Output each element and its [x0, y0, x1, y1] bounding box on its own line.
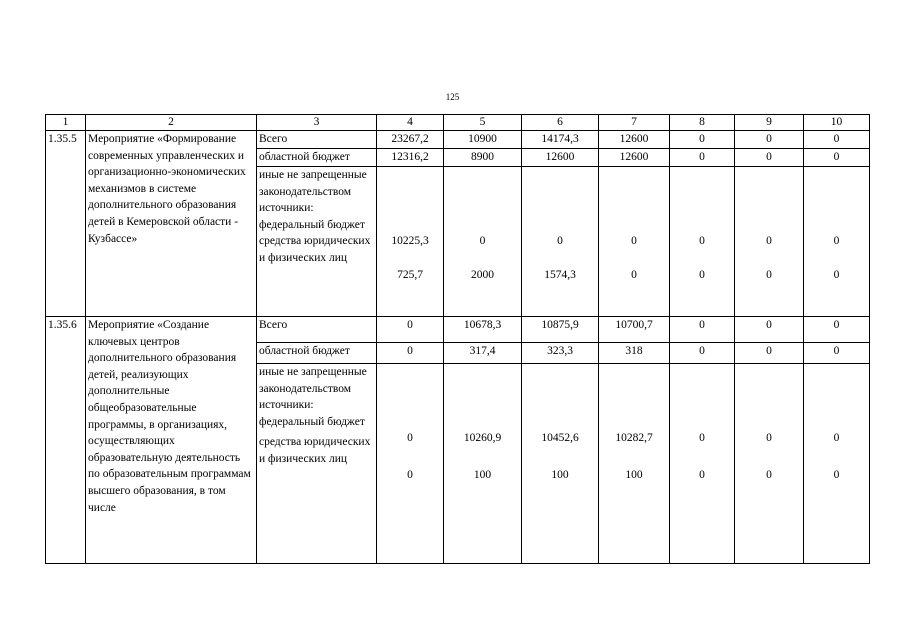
column-header: 3: [257, 115, 377, 131]
column-header: 4: [377, 115, 444, 131]
value-stack: [444, 167, 522, 317]
value-stack: [522, 167, 599, 317]
value-cell: 0: [804, 343, 870, 364]
legal-value: 1574,3: [544, 268, 576, 281]
value-cell: 12600: [599, 149, 670, 167]
value-stack: [670, 167, 735, 317]
other-sources-label: иные не запрещенные законодательством источники:: [259, 169, 367, 215]
value-cell: 323,3: [522, 343, 599, 364]
source-label: областной бюджет: [257, 149, 377, 167]
column-header: 7: [599, 115, 670, 131]
value-cell: 23267,2: [377, 131, 444, 149]
legal-value: 0: [833, 468, 840, 481]
legal-value: 100: [473, 468, 492, 481]
legal-label: средства юридических и физических лиц: [259, 235, 371, 264]
budget-table: [45, 114, 870, 564]
value-cell: 10900: [444, 131, 522, 149]
legal-value: 100: [625, 468, 643, 481]
value-cell: 0: [670, 317, 735, 343]
legal-label: средства юридических и физических лиц: [259, 436, 371, 465]
column-header: 5: [444, 115, 522, 131]
value-cell: 0: [670, 131, 735, 149]
legal-value: 0: [833, 268, 840, 281]
column-header: 1: [46, 115, 86, 131]
legal-value: 100: [551, 468, 569, 481]
row-id: 1.35.5: [46, 131, 86, 317]
value-cell: 317,4: [444, 343, 522, 364]
federal-value: 10452,6: [541, 432, 579, 444]
federal-value: 10260,9: [463, 432, 502, 444]
column-header: 10: [804, 115, 870, 131]
value-stack: [804, 364, 870, 564]
federal-value: 0: [699, 432, 705, 444]
value-stack: [804, 167, 870, 317]
column-header: 9: [735, 115, 804, 131]
federal-value: 10282,7: [615, 432, 653, 444]
legal-value: 725,7: [397, 268, 423, 281]
legal-value: 0: [766, 468, 772, 481]
value-cell: 0: [804, 131, 870, 149]
row-title: Мероприятие «Создание ключевых центров дополнительного образования детей, реализующих дополнительные общеобразовательные программы, в организациях, осуществляющих образовательную деятельность по образовательным программам высшего образования, в том числе: [86, 317, 257, 564]
value-stack: [735, 167, 804, 317]
value-cell: 12600: [522, 149, 599, 167]
value-cell: 0: [735, 149, 804, 167]
value-stack: [444, 364, 522, 564]
federal-value: 0: [631, 235, 637, 247]
value-cell: 12316,2: [377, 149, 444, 167]
value-stack: [377, 167, 444, 317]
legal-value: 2000: [471, 268, 494, 281]
legal-value: 0: [631, 268, 637, 281]
federal-value: 0: [833, 432, 840, 444]
source-label: Всего: [257, 131, 377, 149]
value-cell: 0: [377, 343, 444, 364]
value-cell: 10875,9: [522, 317, 599, 343]
value-cell: 0: [735, 317, 804, 343]
source-label-stack: [257, 167, 377, 317]
row-title: Мероприятие «Формирование современных управленческих и организационно-экономических механизмов в системе дополнительного образования детей в Кемеровской области - Кузбассе»: [86, 131, 257, 317]
value-cell: 318: [599, 343, 670, 364]
row-id: 1.35.6: [46, 317, 86, 564]
federal-label: федеральный бюджет: [259, 218, 365, 231]
federal-value: 0: [407, 432, 413, 444]
value-stack: [599, 167, 670, 317]
column-header: 8: [670, 115, 735, 131]
table-row: [46, 131, 870, 149]
value-stack: [735, 364, 804, 564]
value-cell: 0: [804, 149, 870, 167]
header-row: [46, 115, 870, 131]
legal-value: 0: [766, 268, 772, 281]
value-cell: 0: [670, 343, 735, 364]
federal-value: 0: [557, 235, 563, 247]
source-label: Всего: [257, 317, 377, 343]
other-sources-label: иные не запрещенные законодательством источники:: [259, 366, 367, 412]
value-stack: [599, 364, 670, 564]
value-stack: [670, 364, 735, 564]
federal-value: 0: [833, 235, 840, 247]
value-cell: 12600: [599, 131, 670, 149]
value-cell: 10700,7: [599, 317, 670, 343]
value-stack: [377, 364, 444, 564]
federal-value: 0: [766, 432, 772, 444]
value-cell: 14174,3: [522, 131, 599, 149]
page-number: 125: [445, 92, 460, 102]
value-cell: 0: [735, 343, 804, 364]
value-cell: 10678,3: [444, 317, 522, 343]
federal-value: 0: [766, 235, 772, 247]
federal-value: 0: [479, 235, 486, 247]
value-cell: 0: [377, 317, 444, 343]
value-cell: 0: [804, 317, 870, 343]
legal-value: 0: [407, 468, 413, 481]
federal-label: федеральный бюджет: [259, 415, 365, 428]
value-cell: 0: [670, 149, 735, 167]
source-label: областной бюджет: [257, 343, 377, 364]
column-header: 2: [86, 115, 257, 131]
source-label-stack: [257, 364, 377, 564]
table-row: [46, 317, 870, 343]
value-stack: [522, 364, 599, 564]
legal-value: 0: [699, 268, 705, 281]
federal-value: 0: [699, 235, 705, 247]
column-header: 6: [522, 115, 599, 131]
value-cell: 8900: [444, 149, 522, 167]
federal-value: 10225,3: [391, 235, 429, 247]
legal-value: 0: [699, 468, 705, 481]
value-cell: 0: [735, 131, 804, 149]
